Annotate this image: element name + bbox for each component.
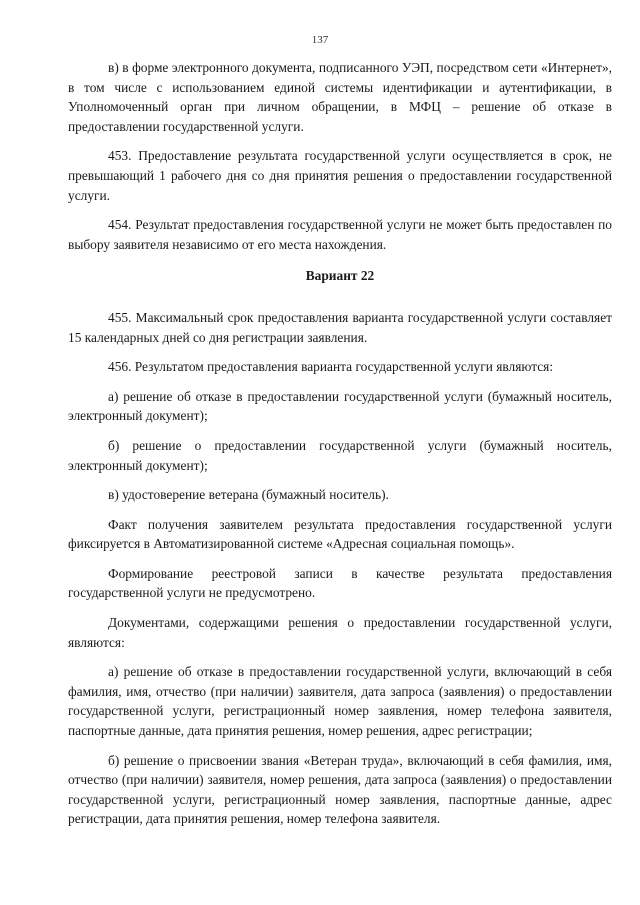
paragraph-documents-intro: Документами, содержащими решения о предоставлении государственной услуги, являются:: [68, 615, 612, 650]
paragraph-456: 456. Результатом предоставления варианта государственной услуги являются:: [108, 359, 554, 375]
paragraph-registry-record: Формирование реестровой записи в качестве результата предоставления государственной услуги не предусмотрено.: [68, 565, 612, 601]
page-number: 137: [311, 34, 329, 46]
paragraph-item-v-delivery: в) в форме электронного документа, подписанного УЭП, посредством сети «Интернет», в том числе с использованием единой системы идентификации и аутентификации, в Уполномоченный орган при личном обращении, в МФЦ – решение об отказе в предоставлении государственной услуги.: [68, 60, 612, 134]
list-item-b-veteran-title-contents: б) решение о присвоении звания «Ветеран труда», включающий в себя фамилия, имя, отчество (при наличии) заявителя, номер решения, дата запроса (заявления) о предоставлении государственной услуги, регистрационный номер заявления, паспортные данные, адрес регистрации, дата принятия решения, номер телефона заявителя.: [68, 752, 612, 827]
list-item-b-grant: б) решение о предоставлении государственной услуги (бумажный носитель, электронный документ);: [68, 437, 612, 473]
paragraph-453: 453. Предоставление результата государственной услуги осуществляется в срок, не превышающий 1 рабочего дня со дня принятия решения о предоставлении государственной услуги.: [68, 148, 612, 203]
paragraph-455: 455. Максимальный срок предоставления варианта государственной услуги составляет 15 календарных дней со дня регистрации заявления.: [68, 309, 612, 345]
document-body: [68, 58, 612, 839]
paragraph-454: 454. Результат предоставления государственной услуги не может быть предоставлен по выбору заявителя независимо от его места нахождения.: [68, 217, 612, 252]
list-item-v-certificate: в) удостоверение ветерана (бумажный носитель).: [108, 487, 389, 503]
paragraph-result-recording: Факт получения заявителем результата предоставления государственной услуги фиксируется в Автоматизированной системе «Адресная социальная помощь».: [68, 516, 612, 552]
section-heading: Вариант 22: [305, 268, 375, 284]
list-item-a-refusal-contents: а) решение об отказе в предоставлении государственной услуги, включающий в себя фамилия, имя, отчество (при наличии) заявителя, дата запроса (заявления) о предоставлении государственной услуги, регистрационный номер заявления, номер телефона заявителя, паспортные данные, дата принятия решения, номер решения, адрес регистрации;: [68, 664, 612, 739]
list-item-a-refusal: а) решение об отказе в предоставлении государственной услуги (бумажный носитель, электронный документ);: [68, 388, 612, 424]
